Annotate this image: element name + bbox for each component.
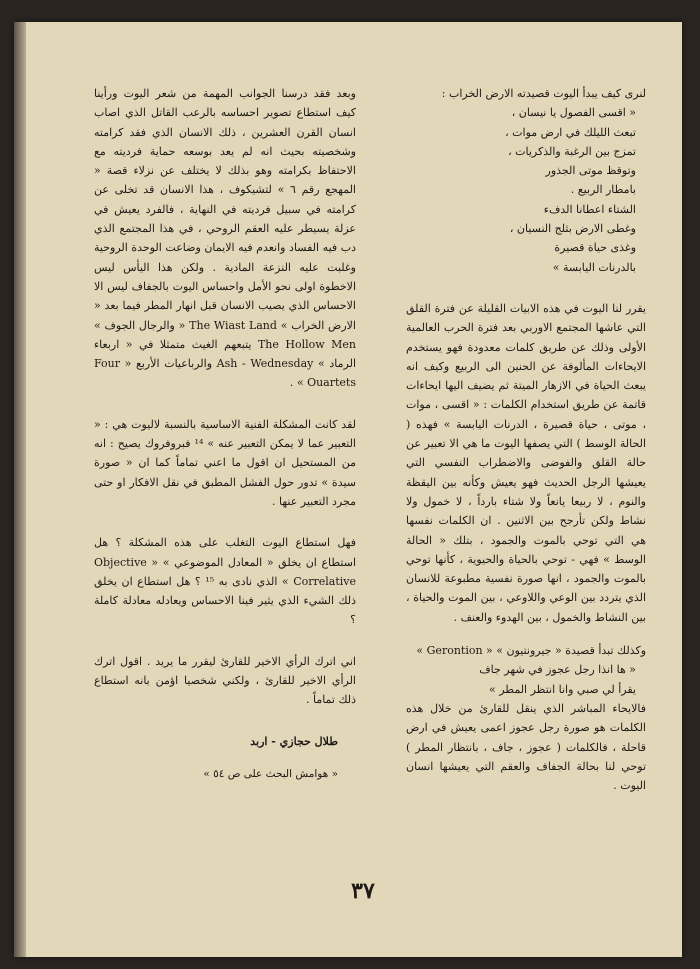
verse-line: بامطار الربيع . <box>570 183 636 197</box>
page-number: ٣٧ <box>351 878 375 904</box>
verse-line: تمزج بين الرغبة والذكريات ، <box>508 144 636 158</box>
body-paragraph: فهل استطاع اليوت التغلب على هذه المشكلة ؟ هل استطاع ان يخلق « المعادل الموضوعي » « Objective Correlative » الذي نادى به ¹⁵ ؟ هل استطاع ان يخلق ذلك الشيء الذي يثير فينا الاحساس ويعادله معادلة كاملة ؟ <box>94 536 356 627</box>
verse-line: بالدرنات اليابسة » <box>552 260 636 274</box>
verse-block <box>406 103 646 277</box>
left-column <box>94 84 356 784</box>
conclusion-paragraph: اني اترك الرأي الاخير للقارئ ليقرر ما يريد . اقول اترك الرأي الاخير للقارئ ، ولكني شخصيا اؤمن بانه استطاع ذلك تماماً . <box>94 654 356 707</box>
verse-line: تبعث الليلك في ارض موات ، <box>505 125 636 139</box>
verse-line: وغذى حياة قصيرة <box>554 241 636 255</box>
verse-line: وتوقظ موتى الجذور <box>545 164 636 178</box>
gerontion-intro: وكذلك تبدأ قصيدة « جيرونتيون » « Gerontion » <box>416 644 646 658</box>
poem-intro: لنرى كيف يبدأ اليوت قصيدته الارض الخراب : <box>441 87 646 100</box>
body-paragraph: لقد كانت المشكلة الفنية الاساسية بالنسبة لاليوت هي : « التعبير عما لا يمكن التعبير عنه » ¹⁴ فبروفروك يصيح : انه من المستحيل ان اقول ما اعني تماماً كما ان « صورة سيدة » تدور حول الفشل المطبق في نقل الافكار او حتى مجرد التعبير عنها . <box>94 417 356 508</box>
author-signature: طلال حجازي - اربد <box>250 734 338 748</box>
verse-line: الشتاء اعطانا الدفء <box>543 202 636 216</box>
verse-block-2 <box>406 660 646 699</box>
analysis-paragraph: يقرر لنا اليوت في هذه الابيات القليلة عن فترة القلق التي عاشها المجتمع الاوربي بعد فترة الحرب العالمية الأولى وذلك عن طريق كلمات معدودة فهو يستخدم الايحاءات المألوفة عن الحنين الى الربيع وكيف انه يبعث الحياة في الازهار الميتة ثم يضيف اليها ايحاءات قاتمة عن طريق استخدام الكلمات : « اقسى ، موات ، موتى ، حياة قصيرة ، الدرنات اليابسة » فهذه ( الحالة الوسط ) التي يصفها اليوت ما هي الا تعبير عن حالة القلق والفوضى والاضطراب النفسي التي يعيشها الرجل الحديث فهو يعيش وكأنه بين اليقظة والنوم ، لا ربيعا يانعاً ولا شتاء بارداً ، لا خمول ولا نشاط ولكن تأرجح بين الاثنين . ان الكلمات نفسها هي التي توحي بالموت والجمود ، بتلك « الحالة الوسط » فهي - توحي بالحياة والحيوية ، كأنها توحي بالموت والجمود ، انها صورة نفسية مطبوعة للانسان الذي يتردد بين الوعي واللاوعي ، بين الموت والحياة ، بين النشاط والخمول ، بين الهدوء والعنف . <box>406 301 646 624</box>
right-column <box>406 84 646 795</box>
verse-line: يقرأ لي صبي وانا انتظر المطر » <box>489 682 636 696</box>
body-paragraph: وبعد فقد درسنا الجوانب المهمة من شعر اليوت ورأينا كيف استطاع تصوير احساسه بالرعب القاتل الذي اصاب انسان القرن العشرين ، ذلك الانسان الذي فقد كرامته وشخصيته بحيث انه لم يعد بوسعه حماية فرديته مع الاحتفاظ بكرامته وهو بذلك لا يختلف عن نزلاء قصة « المهجع رقم ٦ » لتشيكوف ، هذا الانسان قد تخلى عن كرامته في سبيل فرديته في النهاية ، فالفرد يعيش في عزلة يسيطر عليه العقم الروحي ، في هذا المجتمع الذي دب فيه الفساد وانعدم فيه الايمان وضاعت الوحدة الروحية وغلبت عليه النزعة المادية . ولكن هذا اليأس ليس الاخطوة اولى نحو الأمل واحساس اليوت بالجفاف ليس الا الاحساس الذي يصيب الانسان قبل انهار المطر فيما بعد « الارض الخراب » The Wiast Land « والرجال الجوف » The Hollow Men يتبعهم الغيث متمثلا في « اربعاء الرماد » Ash - Wednesday والرباعيات الأربع « Four Ouartets » . <box>94 87 356 390</box>
analysis-paragraph: فالايحاء المباشر الذي ينقل للقارئ من خلال هذه الكلمات هو صورة رجل عجوز اعمى يعيش في ارض قاحلة ، فالكلمات ( عجوز ، جاف ، بانتظار المطر ) توحي لنا بحالة الجفاف والعقم التي يعيشها انسان اليوت . <box>406 701 646 793</box>
page-binding-edge <box>14 22 26 957</box>
verse-line: وغطى الارض بثلج النسيان ، <box>509 222 636 236</box>
verse-line: « ها انذا رجل عجوز في شهر جاف <box>479 663 636 677</box>
verse-line: « اقسى الفصول يا نيسان ، <box>511 106 636 120</box>
footnote-reference: « هوامش البحث على ص ٥٤ » <box>203 767 338 780</box>
